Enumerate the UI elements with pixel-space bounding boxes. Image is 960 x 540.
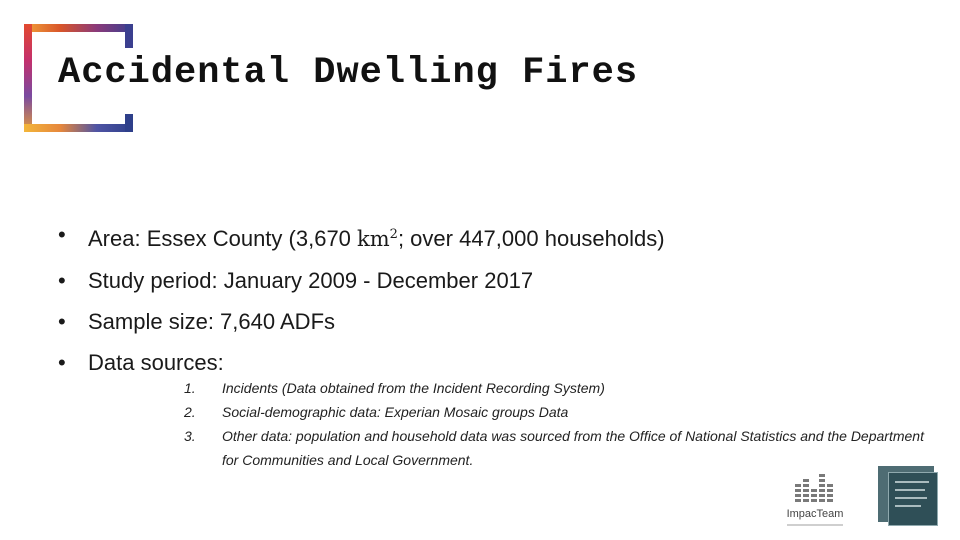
area-unit-power: 2 <box>389 227 398 242</box>
impacteam-name: ImpacTeam <box>786 508 844 520</box>
bullet-area <box>58 214 665 260</box>
source-item <box>184 376 929 400</box>
network-badge-line <box>895 497 927 499</box>
network-badge-icon <box>878 466 938 526</box>
network-badge-line <box>895 489 925 491</box>
source-number: 2. <box>184 404 196 420</box>
network-badge-front <box>888 472 938 526</box>
impacteam-tagline-mark <box>787 524 843 526</box>
frame-right-bottom-tick <box>125 114 133 132</box>
bullet-list <box>58 214 665 383</box>
source-item <box>184 400 929 424</box>
area-suffix: ; over 447,000 households) <box>397 226 665 251</box>
bullet-data-sources: • Data sources: <box>58 342 665 383</box>
data-sources-list <box>184 376 929 472</box>
area-unit-text: km <box>357 227 390 251</box>
slide-title: Accidental Dwelling Fires <box>58 52 639 94</box>
impacteam-logo <box>780 470 850 526</box>
frame-left-bar <box>24 24 32 132</box>
area-unit <box>357 227 398 251</box>
source-text: Other data: population and household data was sourced from the Office of National Statistics and the Department for Communities and Local Government. <box>222 428 924 468</box>
source-text: Incidents (Data obtained from the Incident Recording System) <box>222 380 605 396</box>
area-prefix: Area: Essex County (3,670 <box>88 226 358 251</box>
network-badge-line <box>895 505 921 507</box>
source-number: 1. <box>184 380 196 396</box>
bullet-sample-size: • Sample size: 7,640 ADFs <box>58 301 665 342</box>
source-item <box>184 424 929 472</box>
frame-right-top-tick <box>125 24 133 48</box>
bullet-study-period: • Study period: January 2009 - December 2017 <box>58 260 665 301</box>
frame-top-bar <box>24 24 133 32</box>
equalizer-bars-icon <box>795 470 835 506</box>
network-badge-line <box>895 481 929 483</box>
source-text: Social-demographic data: Experian Mosaic groups Data <box>222 404 569 420</box>
frame-bottom-bar <box>24 124 133 132</box>
source-number: 3. <box>184 428 196 444</box>
